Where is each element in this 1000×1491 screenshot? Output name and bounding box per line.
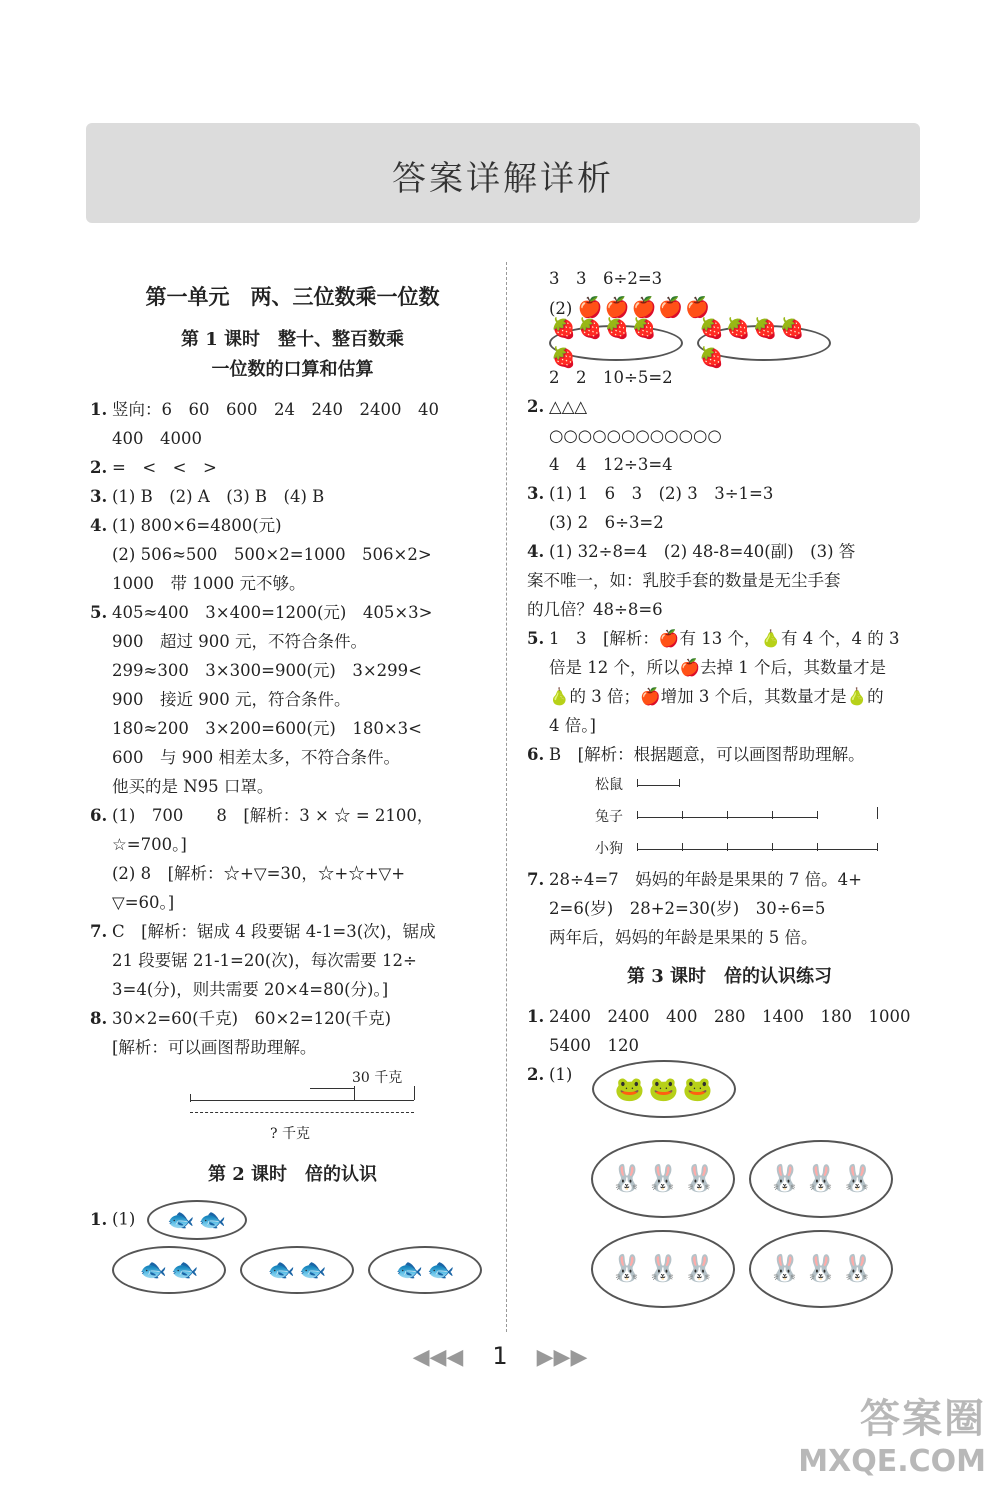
answer-text: (1) 700 8 [解析：3 × ☆ = 2100， [112, 806, 434, 825]
fish-icon: 🐟 [167, 1207, 195, 1233]
apple-icon: 🍎 [577, 295, 605, 319]
answer-line [90, 1004, 495, 1033]
diagram-tick [817, 811, 818, 819]
answer-text: (1) 800×6=4800(元) [112, 516, 282, 535]
triple-right-arrow-icon: ▶▶▶ [536, 1345, 588, 1370]
question-number: 5. [527, 629, 545, 648]
question-number: 4. [527, 542, 545, 561]
bunny-icon: 🐰 [768, 1253, 801, 1284]
answer-text: 405≈400 3×400=1200(元) 405×3> [112, 603, 433, 622]
strawberry-icon: 🍓🍓🍓🍓🍓 [551, 316, 659, 369]
bunny-icon: 🐰 [646, 1253, 680, 1284]
answer-line: 1000 带 1000 元不够。 [112, 574, 306, 593]
fish-group [112, 1246, 226, 1294]
bunny-icon: 🐰 [841, 1253, 874, 1284]
frog-icon: 🐸 [614, 1074, 645, 1103]
answer-text: (1) [112, 1209, 136, 1229]
answer-line: ▽=60。] [112, 893, 175, 912]
lesson-1-title-line-2: 一位数的口算和估算 [211, 359, 374, 380]
answer-line: (2) 8 [解析：☆+▽=30，☆+☆+▽+ [112, 864, 406, 883]
answer-text: (1) 32÷8=4 (2) 48-8=40(副) (3) 答 [549, 542, 856, 561]
frog-icon: 🐸 [682, 1074, 713, 1103]
bunny-group [749, 1140, 893, 1218]
strawberry-icon: 🍓🍓🍓🍓🍓 [699, 316, 807, 369]
bunny-group [749, 1230, 893, 1308]
answer-line: 600 与 900 相差太多，不符合条件。 [112, 748, 400, 767]
answer-line [527, 740, 932, 769]
answer-line: 21 段要锯 21-1=20(次)，每次需要 12÷ [112, 951, 417, 970]
answer-line: 案不唯一，如：乳胶手套的数量是无尘手套 [527, 571, 841, 590]
lesson-2-title: 第 2 课时 倍的认识 [207, 1164, 378, 1185]
answer-line [90, 453, 495, 482]
answer-line [527, 865, 932, 894]
dog-bar [637, 849, 877, 850]
bunny-icon: 🐰 [804, 1163, 838, 1194]
fish-icon: 🐟 [198, 1207, 227, 1233]
bunny-icon: 🐰 [683, 1163, 716, 1194]
question-number: 2. [90, 458, 108, 477]
bunny-icon: 🐰 [610, 1163, 643, 1194]
question-number: 1. [90, 1209, 108, 1229]
answer-text: 30×2=60(千克) 60×2=120(千克) [112, 1009, 392, 1028]
diagram-tick [190, 1094, 191, 1102]
fish-group [240, 1246, 354, 1294]
strawberry-group [697, 316, 831, 369]
question-number: 7. [527, 870, 545, 889]
answer-line: ☆=700。] [112, 835, 187, 854]
answer-line [90, 917, 495, 946]
question-number: 3. [90, 487, 108, 506]
answer-line [527, 479, 932, 508]
diagram-tick [637, 779, 638, 787]
strawberry-groups-row [527, 316, 932, 369]
answer-line [90, 801, 495, 830]
watermark-url: MXQE.COM [798, 1444, 986, 1479]
right-column [527, 264, 932, 1310]
question-number: 8. [90, 1009, 108, 1028]
column-divider [506, 262, 507, 1332]
bunny-icon: 🐰 [768, 1163, 801, 1194]
question-number: 1. [90, 400, 108, 419]
answer-line: 180≈200 3×200=600(元) 180×3< [112, 719, 422, 738]
lesson-1-title [90, 325, 495, 385]
bunny-icon: 🐰 [610, 1253, 643, 1284]
question-number: 6. [90, 806, 108, 825]
answer-text: = < < > [112, 458, 217, 477]
diagram-tick [817, 843, 818, 851]
diagram-tick [414, 1086, 415, 1100]
fish-icon: 🐟 [267, 1257, 295, 1283]
apple-icon: 🍎 [631, 295, 659, 319]
fish-group [147, 1200, 247, 1240]
answer-line: 299≈300 3×300=900(元) 3×299< [112, 661, 422, 680]
fish-icon: 🐟 [139, 1257, 167, 1283]
bunny-icon: 🐰 [804, 1253, 838, 1284]
answer-line: 他买的是 N95 口罩。 [112, 777, 274, 796]
answer-text: 2400 2400 400 280 1400 180 1000 [549, 1007, 911, 1026]
squirrel-label: 松鼠 [595, 777, 623, 793]
fish-icon: 🐟 [427, 1257, 455, 1283]
bunny-icon: 🐰 [841, 1163, 874, 1194]
diagram-tick [877, 843, 878, 851]
answer-line: 🍐的 3 倍；🍎增加 3 个后，其数量才是🍐的 [549, 687, 884, 706]
answer-line [90, 598, 495, 627]
answer-line: 2 2 10÷5=2 [549, 368, 673, 387]
answer-line: 4 倍。] [549, 716, 596, 735]
answer-line: 900 超过 900 元，不符合条件。 [112, 632, 367, 651]
diagram-bar [190, 1100, 414, 1101]
strawberry-group [549, 316, 683, 369]
question-number: 3. [527, 484, 545, 503]
answer-line: (2) 506≈500 500×2=1000 506×2> [112, 545, 432, 564]
diagram-tick [679, 779, 680, 787]
question-number: 5. [90, 603, 108, 622]
answer-line [527, 537, 932, 566]
answer-text: C [解析：锯成 4 段要锯 4-1=3(次)，锯成 [112, 922, 436, 941]
answer-text: (1) B (2) A (3) B (4) B [112, 487, 325, 506]
fish-groups-row [90, 1246, 495, 1294]
answer-line: 的几倍？48÷8=6 [527, 600, 663, 619]
apple-icon: 🍎 [604, 295, 632, 319]
answer-text: (1) [549, 1065, 573, 1084]
answer-line [527, 1002, 932, 1031]
bunny-icon: 🐰 [646, 1163, 680, 1194]
question-number: 6. [527, 745, 545, 764]
answer-line: (3) 2 6÷3=2 [549, 513, 664, 532]
answer-line: 3 3 6÷2=3 [549, 269, 663, 288]
answer-line: 5400 120 [549, 1036, 639, 1055]
answer-line: 两年后，妈妈的年龄是果果的 5 倍。 [549, 928, 818, 947]
diagram-bottom-bracket [190, 1112, 414, 1113]
diagram-top-bracket [310, 1088, 354, 1089]
answer-line: 3=4(分)，则共需要 20×4=80(分)。] [112, 980, 389, 999]
frog-group [592, 1060, 736, 1118]
question-number: 7. [90, 922, 108, 941]
rabbit-label: 兔子 [595, 809, 623, 825]
answer-line: [解析：可以画图帮助理解。 [112, 1038, 317, 1057]
diagram-tick [682, 811, 683, 819]
triple-left-arrow-icon: ◀◀◀ [412, 1345, 464, 1370]
answer-line: 900 接近 900 元，符合条件。 [112, 690, 351, 709]
answer-line: 4 4 12÷3=4 [549, 455, 673, 474]
fish-icon: 🐟 [299, 1257, 327, 1283]
lesson-1-title-line-1: 第 1 课时 整十、整百数乘 [180, 329, 405, 350]
weight-diagram [130, 1062, 495, 1150]
answer-line [527, 624, 932, 653]
left-column [90, 278, 495, 1296]
bunny-group [591, 1230, 735, 1308]
answer-text: 28÷4=7 妈妈的年龄是果果的 7 倍。4+ [549, 870, 862, 889]
apple-icon: 🍎 [685, 295, 713, 319]
lesson-3-title: 第 3 课时 倍的认识练习 [626, 966, 833, 987]
answer-line [90, 511, 495, 540]
answer-text: 1 3 [解析：🍎有 13 个，🍐有 4 个，4 的 3 [549, 629, 900, 648]
question-number: 2. [527, 1065, 545, 1084]
question-number: 2. [527, 397, 545, 416]
answer-line [90, 482, 495, 511]
title-banner [86, 123, 920, 223]
frog-icon: 🐸 [648, 1074, 679, 1103]
site-watermark [798, 1387, 986, 1479]
answer-line: 2=6(岁) 28+2=30(岁) 30÷6=5 [549, 899, 826, 918]
answer-line: 400 4000 [112, 429, 202, 448]
bunny-groups-row-2 [527, 1230, 932, 1308]
answer-line [527, 392, 932, 421]
fish-icon: 🐟 [171, 1257, 199, 1283]
diagram-tick [727, 843, 728, 851]
question-number: 1. [527, 1007, 545, 1026]
page-title: 答案详解详析 [392, 159, 614, 199]
fish-icon: 🐟 [395, 1257, 423, 1283]
answer-line: ○○○○○○○○○○○○ [549, 426, 722, 445]
bunny-icon: 🐰 [683, 1253, 716, 1284]
watermark-logo-text: 答案圈 [860, 1396, 986, 1442]
diagram-tick [727, 811, 728, 819]
answer-line [90, 395, 495, 424]
answer-text: (2) [549, 299, 573, 318]
answer-line [90, 1200, 495, 1240]
answer-text: 竖向：6 60 600 24 240 2400 40 [112, 400, 439, 419]
page-footer [0, 1342, 1000, 1370]
answer-text: B [解析：根据题意，可以画图帮助理解。 [549, 745, 865, 764]
answer-text: △△△ [549, 397, 588, 416]
answer-text: (1) 1 6 3 (2) 3 3÷1=3 [549, 484, 774, 503]
diagram-top-label: 30 千克 [352, 1070, 403, 1086]
diagram-tick [637, 843, 638, 851]
diagram-bottom-label: ? 千克 [270, 1126, 310, 1142]
diagram-tick [772, 843, 773, 851]
diagram-bracket [877, 807, 878, 819]
answer-line [527, 1060, 932, 1118]
answer-line: 倍是 12 个，所以🍎去掉 1 个后，其数量才是 [549, 658, 887, 677]
dog-label: 小狗 [595, 841, 623, 857]
question-number: 4. [90, 516, 108, 535]
page-number: 1 [492, 1342, 508, 1370]
animal-line-diagram [567, 769, 932, 865]
unit-title: 第一单元 两、三位数乘一位数 [145, 284, 440, 309]
diagram-tick [772, 811, 773, 819]
diagram-tick [637, 811, 638, 819]
bunny-group [591, 1140, 735, 1218]
diagram-tick [354, 1086, 355, 1100]
bunny-groups-row-1 [527, 1140, 932, 1218]
squirrel-bar [637, 785, 679, 786]
diagram-tick [682, 843, 683, 851]
apple-icon: 🍎 [658, 295, 686, 319]
fish-group [368, 1246, 482, 1294]
